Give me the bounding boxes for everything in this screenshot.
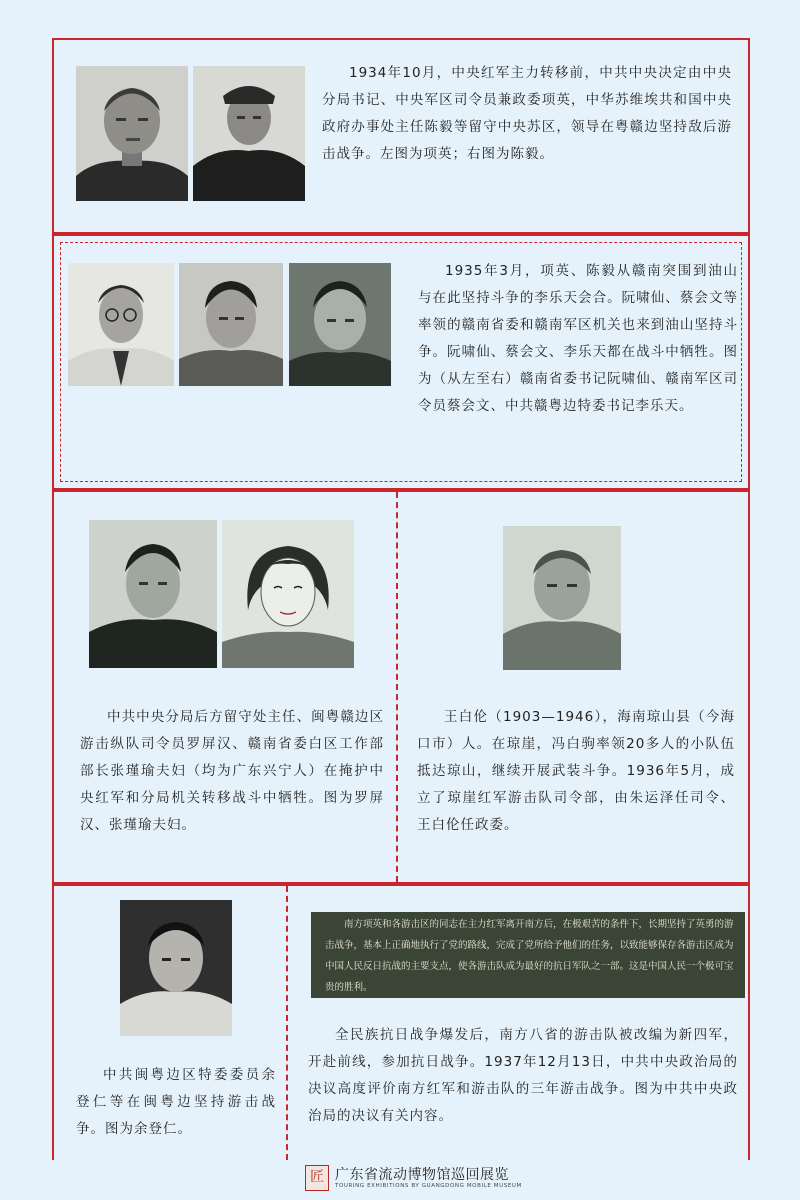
portrait-photo-xiang-ying xyxy=(76,66,188,201)
section-2-text: 1935年3月，项英、陈毅从赣南突围到油山与在此坚持斗争的李乐天会合。阮啸仙、蔡会文等率领的赣南省委和赣南军区机关也来到油山坚持斗争。阮啸仙、蔡会文、李乐天都在战斗中牺牲。图为（从左至右）赣南省委书记阮啸仙、赣南军区司令员蔡会文、中共赣粤边特委书记李乐天。 xyxy=(418,263,738,414)
section-1-text: 1934年10月，中央红军主力转移前，中共中央决定由中央分局书记、中央军区司令员兼政委项英，中华苏维埃共和国中央政府办事处主任陈毅等留守中央苏区，领导在粤赣边坚持敌后游击战争。左图为项英；右图为陈毅。 xyxy=(322,65,732,162)
portrait-photo-luo-pinghan xyxy=(89,520,217,668)
section-4-right-text: 全民族抗日战争爆发后，南方八省的游击队被改编为新四军，开赴前线，参加抗日战争。1937年12月13日，中共中央政治局的决议高度评价南方红军和游击队的三年游击战争。图为中共中央政治局的决议有关内容。 xyxy=(308,1027,738,1124)
section-1-panel xyxy=(52,38,750,234)
section-4-divider xyxy=(286,886,288,1160)
section-3-panel xyxy=(52,490,750,884)
footer-title: 广东省流动博物馆巡回展览 xyxy=(335,1167,509,1183)
footer xyxy=(305,1162,522,1196)
section-4-panel xyxy=(52,884,750,1160)
portrait-photo-li-letian xyxy=(289,263,391,386)
section-3-divider xyxy=(396,492,398,882)
museum-logo-icon: 匠 xyxy=(305,1165,329,1191)
portrait-photo-wang-bailun xyxy=(503,526,621,670)
portrait-photo-chen-yi xyxy=(193,66,305,201)
portrait-photo-ruan-xiaoxian xyxy=(68,263,174,386)
footer-subtitle: TOURING EXHIBITIONS BY GUANGDONG MOBILE MUSEUM xyxy=(335,1183,522,1189)
section-3-right-text: 王白伦（1903—1946），海南琼山县（今海口市）人。在琼崖，冯白驹率领20多人的小队伍抵达琼山，继续开展武装斗争。1936年5月，成立了琼崖红军游击队司令部，由朱运泽任司令、王白伦任政委。 xyxy=(417,709,735,833)
portrait-photo-yu-dengren xyxy=(120,900,232,1036)
section-2-panel xyxy=(52,234,750,490)
section-3-left-text: 中共中央分局后方留守处主任、闽粤赣边区游击纵队司令员罗屏汉、赣南省委白区工作部部长张瑾瑜夫妇（均为广东兴宁人）在掩护中央红军和分局机关转移战斗中牺牲。图为罗屏汉、张瑾瑜夫妇。 xyxy=(80,709,384,833)
section-4-left-text: 中共闽粤边区特委委员余登仁等在闽粤边坚持游击战争。图为余登仁。 xyxy=(76,1067,276,1137)
resolution-quote-box: 南方项英和各游击区的同志在主力红军离开南方后，在极艰苦的条件下，长期坚持了英勇的游击战争，基本上正确地执行了党的路线，完成了党所给予他们的任务，以致能够保存各游击区成为中国人民反日抗战的主要支点，使各游击队成为最好的抗日军队之一部。这是中国人民一个极可宝贵的胜利。 xyxy=(311,912,745,998)
portrait-photo-cai-huiwen xyxy=(179,263,283,386)
portrait-drawing-zhang-jinyu xyxy=(222,520,354,668)
